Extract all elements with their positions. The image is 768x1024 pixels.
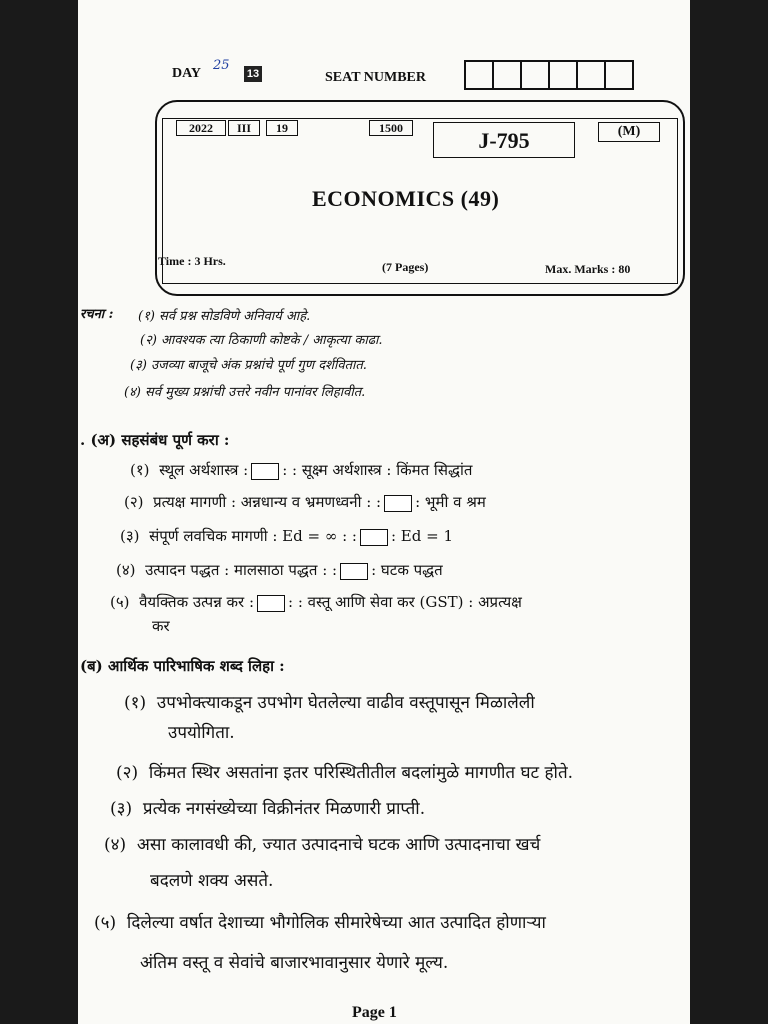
item-text: : : वस्तू आणि सेवा कर (GST) : अप्रत्यक्ष — [288, 593, 522, 611]
page-number: Page 1 — [352, 1004, 397, 1021]
item-number: (४) — [104, 835, 127, 855]
seat-box — [520, 60, 550, 90]
item-text: प्रत्येक नगसंख्येच्या विक्रीनंतर मिळणारी प्राप्ती. — [142, 799, 426, 819]
term-item-4-line2: बदलणे शक्य असते. — [150, 871, 274, 891]
item-text: : Ed = 1 — [390, 527, 453, 545]
item-text: : भूमी व श्रम — [415, 493, 486, 511]
item-text: किंमत स्थिर असतांना इतर परिस्थितीतील बदलांमुळे मागणीत घट होते. — [148, 763, 574, 783]
item-text: स्थूल अर्थशास्त्र : — [159, 461, 249, 479]
day-box: 13 — [244, 66, 262, 82]
item-text: संपूर्ण लवचिक मागणी : Ed = ∞ : : — [149, 527, 357, 545]
answer-blank[interactable] — [384, 495, 412, 512]
item-text: प्रत्यक्ष मागणी : अन्नधान्य व भ्रमणध्वनी : : — [153, 493, 382, 511]
answer-blank[interactable] — [340, 563, 368, 580]
match-item-2 — [124, 492, 486, 512]
item-number: (२) — [116, 763, 139, 783]
item-number: (५) — [94, 913, 117, 933]
question-paper-code: J-795 — [433, 122, 575, 158]
answer-blank[interactable] — [360, 529, 388, 546]
pages-label: (7 Pages) — [382, 260, 429, 274]
match-item-5 — [110, 592, 522, 612]
day-handwritten: 25 — [213, 58, 230, 73]
item-number: (१) — [130, 461, 150, 479]
instructions-label: रचना : — [80, 307, 114, 322]
item-number: (४) — [116, 561, 136, 579]
instruction-item: (४) सर्व मुख्य प्रश्नांची उत्तरे नवीन पानांवर लिहावीत. — [124, 385, 366, 400]
seat-number-label: SEAT NUMBER — [325, 70, 427, 85]
session-code: III — [228, 120, 260, 136]
page-edge — [690, 0, 768, 1024]
item-number: (३) — [110, 799, 133, 819]
instruction-item: (२) आवश्यक त्या ठिकाणी कोष्टके / आकृत्या काढा. — [140, 333, 383, 348]
term-item-1 — [124, 690, 535, 713]
item-text: उत्पादन पद्धत : मालसाठा पद्धत : : — [145, 561, 338, 579]
seat-box — [464, 60, 494, 90]
item-text: वैयक्तिक उत्पन्न कर : — [139, 593, 255, 611]
match-item-3 — [120, 526, 453, 546]
seat-box — [492, 60, 522, 90]
item-text: असा कालावधी की, ज्यात उत्पादनाचे घटक आणि उत्पादनाचा खर्च — [136, 835, 541, 855]
medium-label: (M) — [598, 122, 660, 142]
year-code: 2022 — [176, 120, 226, 136]
day-label: DAY — [172, 66, 202, 81]
max-marks-label: Max. Marks : 80 — [545, 262, 631, 276]
item-number: (१) — [124, 693, 147, 713]
item-text: दिलेल्या वर्षात देशाच्या भौगोलिक सीमारेषेच्या आत उत्पादित होणाऱ्या — [126, 913, 546, 933]
section-b-heading: (ब) आर्थिक पारिभाषिक शब्द लिहा : — [80, 657, 285, 675]
answer-blank[interactable] — [251, 463, 279, 480]
instruction-item: (३) उजव्या बाजूचे अंक प्रश्नांचे पूर्ण गुण दर्शवितात. — [130, 358, 367, 373]
term-item-2 — [116, 760, 573, 783]
match-item-1 — [130, 460, 472, 480]
copies-code: 1500 — [369, 120, 413, 136]
item-text: उपभोक्त्याकडून उपभोग घेतलेल्या वाढीव वस्तूपासून मिळालेली — [156, 693, 535, 713]
subject-title: ECONOMICS (49) — [312, 186, 500, 211]
match-item-4 — [116, 560, 443, 580]
term-item-1-line2: उपयोगिता. — [168, 723, 235, 743]
item-number: (३) — [120, 527, 140, 545]
item-number: (५) — [110, 593, 130, 611]
item-text: : घटक पद्धत — [371, 561, 443, 579]
answer-blank[interactable] — [257, 595, 285, 612]
term-item-4 — [104, 832, 540, 855]
seat-box — [604, 60, 634, 90]
instruction-item: (१) सर्व प्रश्न सोडविणे अनिवार्य आहे. — [138, 309, 311, 324]
item-number: (२) — [124, 493, 144, 511]
time-label: Time : 3 Hrs. — [158, 254, 226, 268]
term-item-5 — [94, 910, 546, 933]
seat-box — [548, 60, 578, 90]
item-text: : : सूक्ष्म अर्थशास्त्र : किंमत सिद्धांत — [282, 461, 473, 479]
match-item-5-wrap: कर — [152, 617, 170, 635]
term-item-3 — [110, 796, 425, 819]
term-item-5-line2: अंतिम वस्तू व सेवांचे बाजारभावानुसार येणारे मूल्य. — [140, 953, 449, 973]
date-code: 19 — [266, 120, 298, 136]
seat-box — [576, 60, 606, 90]
section-a-heading: . (अ) सहसंबंध पूर्ण करा : — [80, 431, 230, 449]
seat-number-boxes — [464, 60, 632, 90]
